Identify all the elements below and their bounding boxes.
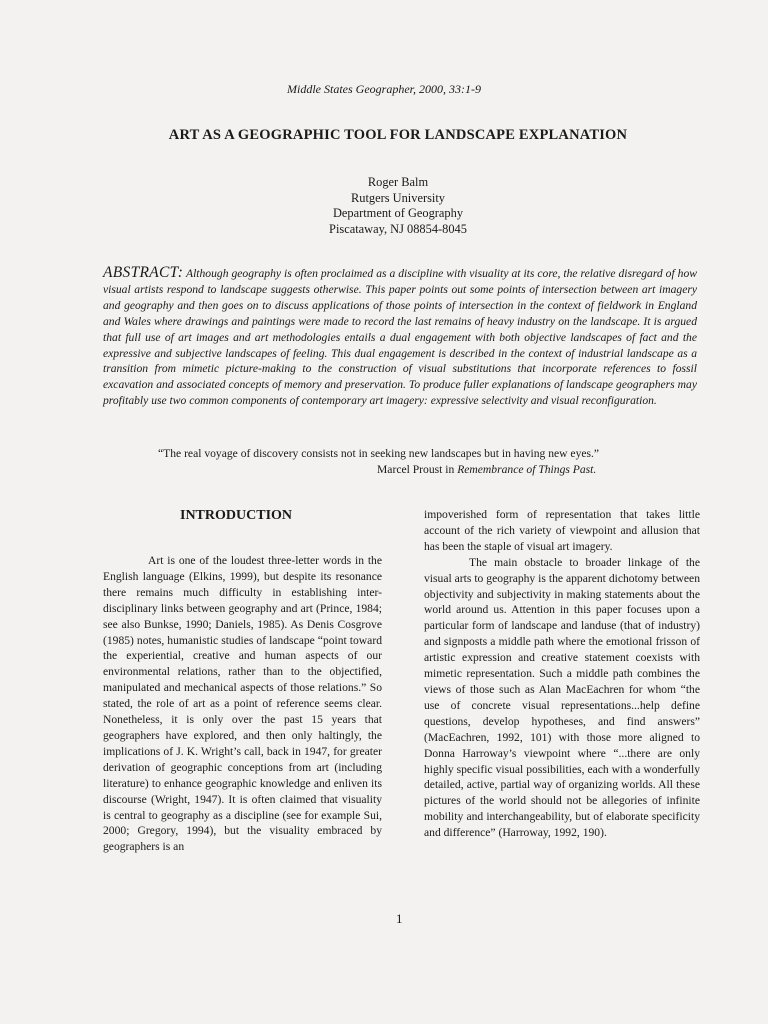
page-number: 1	[396, 911, 403, 926]
author-block	[0, 175, 768, 237]
intro-paragraph-1-continued: impoverished form of representation that takes little account of the rich variety of viewpoint and allusion that has been the staple of visual art imagery.	[424, 508, 700, 553]
author-department: Department of Geography	[332, 206, 464, 221]
author-affiliation: Rutgers University	[351, 190, 445, 205]
abstract	[103, 265, 697, 409]
epigraph-attribution	[158, 462, 678, 478]
epigraph	[158, 446, 678, 477]
author-address: Piscataway, NJ 08854-8045	[329, 221, 467, 236]
epigraph-quote: “The real voyage of discovery consists not in seeking new landscapes but in having new eyes.”	[158, 447, 600, 460]
abstract-text: Although geography is often proclaimed as a discipline with visuality at its core, the relative disregard of how visual artists respond to landscape suggests otherwise. This paper points out some points of intersection between art imagery and geography and then goes on to discuss applications of those points of intersection in the context of fieldwork in England and Wales where drawings and paintings were made to record the last remains of heavy industry on the landscape. It is argued that full use of art images and art methodologies entails a dual engagement with both objective landscapes of fact and the expressive and subjective landscapes of feeling. This dual engagement is described in the context of industrial landscape as a transition from mimetic picture-making to the construction of visual substitutions that incorporate references to fossil excavation and associated concepts of memory and preservation. To produce fuller explanations of landscape geographers may profitably use two common components of contemporary art imagery: expressive selectivity and visual reconfiguration.	[103, 267, 697, 408]
journal-citation: Middle States Geographer, 2000, 33:1-9	[287, 82, 481, 96]
intro-paragraph-1: Art is one of the loudest three-letter words in the English language (Elkins, 1999), but despite its resonance there remains much difficulty in establishing inter-disciplinary links between geography and art (Prince, 1984; see also Bunkse, 1990; Daniels, 1985). As Denis Cosgrove (1985) notes, humanistic studies of landscape “point toward the experiential, creative and human aspects of our environmental relations, rather than to the objectified, manipulated and mechanical aspects of those relations.” So stated, the role of art as a point of reference seems clear. Nonetheless, it is only over the past 15 years that geographers have explored, and then only haltingly, the implications of J. K. Wright’s call, back in 1947, for greater derivation of geographic conceptions from art (including literature) to enhance geographic knowledge and enliven its discourse (Wright, 1947). It is often claimed that visuality is central to geography as a discipline (see for example Sui, 2000; Gregory, 1994), but the visuality embraced by geographers is an	[103, 554, 382, 854]
paper-title: ART AS A GEOGRAPHIC TOOL FOR LANDSCAPE EXPLANATION	[168, 127, 628, 143]
epigraph-author: Marcel Proust in	[377, 462, 458, 476]
intro-paragraph-2: The main obstacle to broader linkage of the visual arts to geography is the apparent dichotomy between objectivity and subjectivity in making statements about the world around us. Attention in this paper focuses upon a particular form of landscape and landuse (that of industry) and signposts a middle path where the emotional frisson of artistic expression and creative statement coexists with mimetic representation. Such a middle path combines the views of those such as Alan MacEachren for whom “the use of concrete visual representations...help define questions, develop hypotheses, and find answers” (MacEachren, 1992, 101) with those more aligned to Donna Harroway’s viewpoint where “...there are only highly specific visual possibilities, each with a wonderfully detailed, active, partial way of organizing worlds. All these pictures of the world should not be allegories of infinite mobility and interchangeability, but of elaborate specificity and difference” (Harroway, 1992, 190).	[424, 555, 700, 840]
right-column	[424, 507, 700, 841]
section-heading-introduction: INTRODUCTION	[180, 508, 293, 523]
epigraph-work: Remembrance of Things Past.	[457, 462, 597, 476]
abstract-label: ABSTRACT:	[103, 264, 184, 281]
author-name: Roger Balm	[367, 175, 429, 189]
left-column	[103, 553, 382, 855]
